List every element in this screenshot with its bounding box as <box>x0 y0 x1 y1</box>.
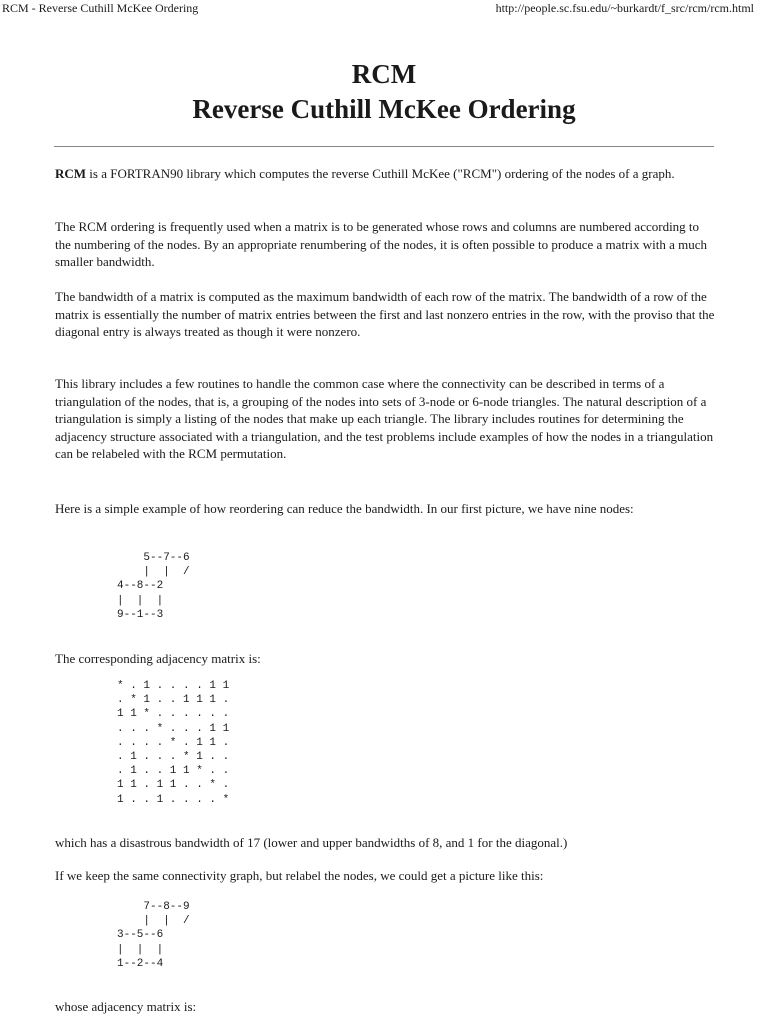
paragraph-6: The corresponding adjacency matrix is: <box>55 651 261 666</box>
paragraph-9: whose adjacency matrix is: <box>55 999 197 1014</box>
graph-diagram-2: 7--8--9 | | / 3--5--6 | | | 1--2--4 <box>117 901 190 970</box>
page-url[interactable]: http://people.sc.fsu.edu/~burkardt/f_src/rcm/rcm.html <box>495 1 754 15</box>
paragraph-7: which has a disastrous bandwidth of 17 (lower and upper bandwidths of 8, and 1 for the diagonal.) <box>55 835 568 850</box>
browser-header <box>0 0 768 16</box>
intro-text: is a FORTRAN90 library which computes the reverse Cuthill McKee ("RCM") ordering of the nodes of a graph. <box>86 166 675 181</box>
intro-paragraph <box>55 165 715 183</box>
graph-diagram-1: 5--7--6 | | / 4--8--2 | | | 9--1--3 <box>117 552 190 621</box>
paragraph-4: This library includes a few routines to handle the common case where the connectivity can be described in terms of a triangulation of the nodes, that is, a grouping of the nodes into sets of 3-node or 6-node triangles. The natural description of a triangulation is simply a listing of the nodes that make up each triangle. The library includes routines for determining the adjacency structure associated with a triangulation, and the test problems include examples of how the nodes in a triangulation can be relabeled with the RCM permutation. <box>55 376 714 461</box>
intro-bold: RCM <box>55 166 87 181</box>
paragraph-2: The RCM ordering is frequently used when a matrix is to be generated whose rows and columns are numbered according to the numbering of the nodes. By an appropriate renumbering of the nodes, it is often possible to produce a matrix with a much smaller bandwidth. <box>55 219 708 269</box>
page-subtitle: Reverse Cuthill McKee Ordering <box>192 94 576 124</box>
page-tab-title: RCM - Reverse Cuthill McKee Ordering <box>2 1 199 15</box>
paragraph-5: Here is a simple example of how reordering can reduce the bandwidth. In our first picture, we have nine nodes: <box>55 501 634 516</box>
page-title: RCM <box>351 59 417 89</box>
paragraph-8: If we keep the same connectivity graph, but relabel the nodes, we could get a picture like this: <box>55 868 544 883</box>
adjacency-matrix-1: * . 1 . . . . 1 1 . * 1 . . 1 1 1 . 1 1 * . . . . . . . . . * . . . 1 1 . . . . * . 1 1 . . 1 . . . * 1 . . . 1 . . 1 1 * . . 1 1 . 1 1 . . * . 1 . . 1 . . . . * <box>117 680 230 806</box>
divider <box>54 146 714 147</box>
paragraph-3: The bandwidth of a matrix is computed as the maximum bandwidth of each row of the matrix. The bandwidth of a row of the matrix is essentially the number of matrix entries between the first and last nonzero entries in the row, with the proviso that the diagonal entry is always treated as though it were nonzero. <box>55 289 715 339</box>
